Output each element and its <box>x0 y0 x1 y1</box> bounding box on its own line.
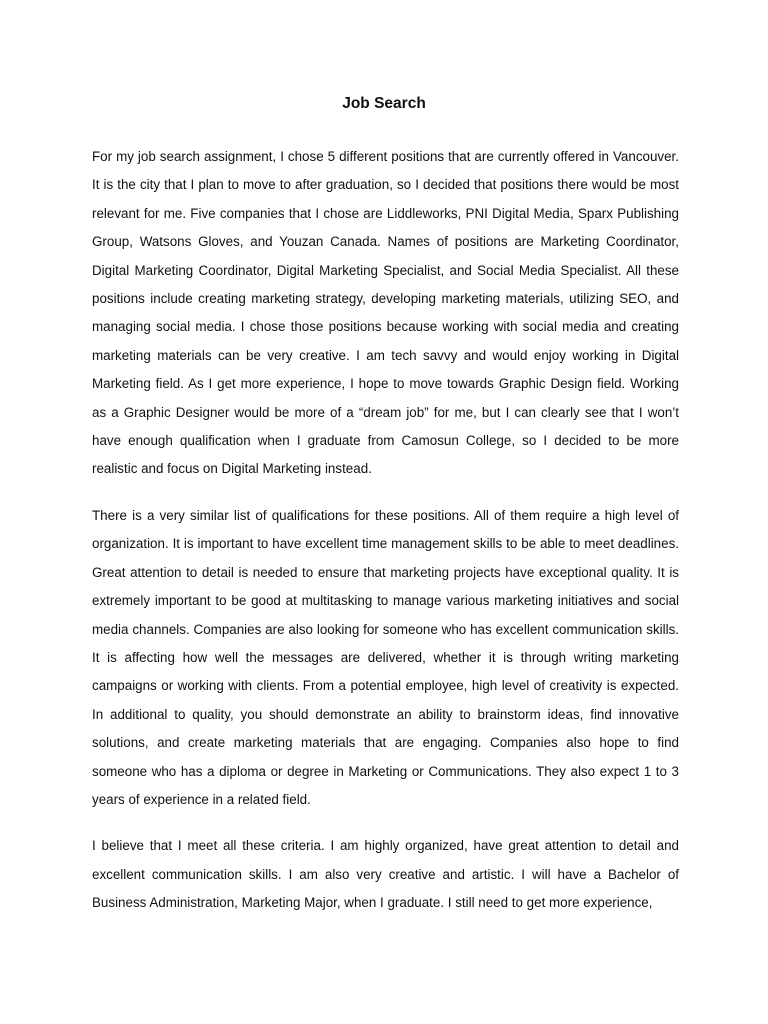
paragraph-2: There is a very similar list of qualifications for these positions. All of them require a high level of organization. It is important to have excellent time management skills to be able to meet deadlines. Great attention to detail is needed to ensure that marketing projects have exceptional quality. It is extremely important to be good at multitasking to manage various marketing initiatives and social media channels. Companies are also looking for someone who has excellent communication skills. It is affecting how well the messages are delivered, whether it is through writing marketing campaigns or working with clients. From a potential employee, high level of creativity is expected. In additional to quality, you should demonstrate an ability to brainstorm ideas, find innovative solutions, and create marketing materials that are engaging. Companies also hope to find someone who has a diploma or degree in Marketing or Communications. They also expect 1 to 3 years of experience in a related field. <box>92 507 679 807</box>
page-title: Job Search <box>342 95 426 112</box>
paragraph-1: For my job search assignment, I chose 5 different positions that are currently offered in Vancouver. It is the city that I plan to move to after graduation, so I decided that positions there would be most relevant for me. Five companies that I chose are Liddleworks, PNI Digital Media, Sparx Publishing Group, Watsons Gloves, and Youzan Canada. Names of positions are Marketing Coordinator, Digital Marketing Coordinator, Digital Marketing Specialist, and Social Media Specialist. All these positions include creating marketing strategy, developing marketing materials, utilizing SEO, and managing social media. I chose those positions because working with social media and creating marketing materials can be very creative. I am tech savvy and would enjoy working in Digital Marketing field. As I get more experience, I hope to move towards Graphic Design field. Working as a Graphic Designer would be more of a “dream job” for me, but I can clearly see that I won’t have enough qualification when I graduate from Camosun College, so I decided to be more realistic and focus on Digital Marketing instead. <box>92 149 679 477</box>
document-body <box>92 143 679 936</box>
paragraph-3: I believe that I meet all these criteria. I am highly organized, have great attention to detail and excellent communication skills. I am also very creative and artistic. I will have a Bachelor of Business Administration, Marketing Major, when I graduate. I still need to get more experience, <box>92 838 679 911</box>
